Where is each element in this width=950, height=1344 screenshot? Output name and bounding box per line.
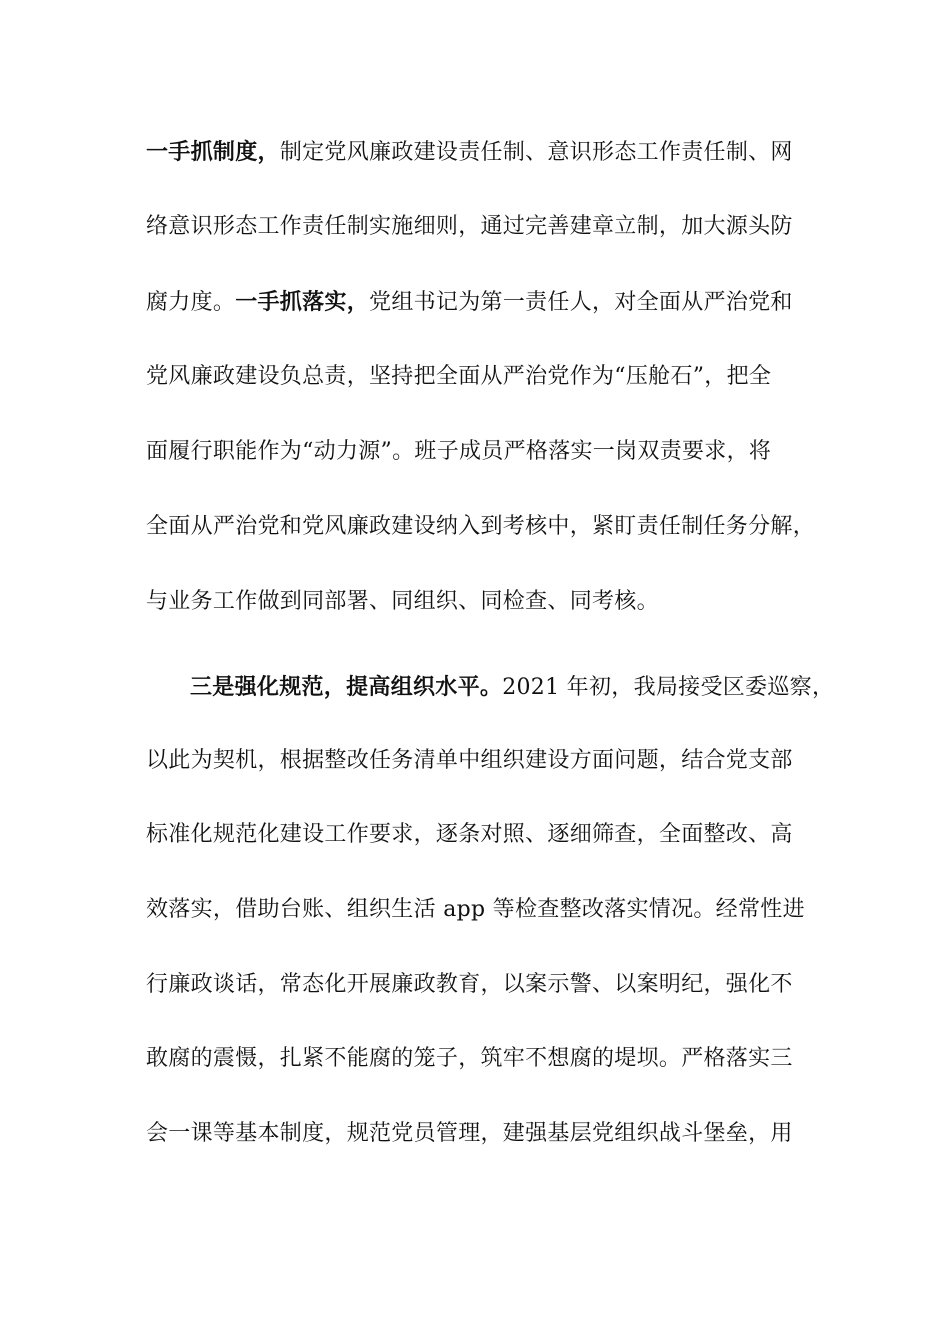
paragraph-line xyxy=(146,965,806,1005)
paragraph-line xyxy=(146,815,806,855)
paragraph-line xyxy=(146,282,806,322)
line-text: 腐力度。 xyxy=(146,290,236,315)
paragraph-line xyxy=(146,132,806,172)
paragraph-line xyxy=(146,507,816,547)
bold-heading: 一手抓制度， xyxy=(146,139,280,165)
bold-heading: 三是强化规范，提高组织水平。 xyxy=(190,674,503,700)
paragraph-line xyxy=(146,582,806,622)
paragraph-line xyxy=(190,667,835,707)
bold-heading: 一手抓落实， xyxy=(235,289,370,315)
line-text: 党组书记为第一责任人，对全面从严治党和 xyxy=(369,290,793,315)
line-text: 会一课等基本制度，规范党员管理，建强基层党组织战斗堡垒，用 xyxy=(146,1121,793,1146)
paragraph-line xyxy=(146,207,806,247)
line-text: 以此为契机，根据整改任务清单中组织建设方面问题，结合党支部 xyxy=(146,748,793,773)
paragraph-line xyxy=(146,1039,806,1079)
line-text: 敢腐的震慑，扎紧不能腐的笼子，筑牢不想腐的堤坝。严格落实三 xyxy=(146,1046,793,1071)
line-text: 标准化规范化建设工作要求，逐条对照、逐细筛查，全面整改、高 xyxy=(146,822,793,847)
line-text: 行廉政谈话，常态化开展廉政教育，以案示警、以案明纪，强化不 xyxy=(146,972,793,997)
line-text: 效落实，借助台账、组织生活 app 等检查整改落实情况。经常性进 xyxy=(146,897,805,922)
line-text: 与业务工作做到同部署、同组织、同检查、同考核。 xyxy=(146,589,659,614)
line-text: 党风廉政建设负总责，坚持把全面从严治党作为“压舱石”，把全 xyxy=(146,364,772,389)
line-text: 全面从严治党和党风廉政建设纳入到考核中，紧盯责任制任务分解， xyxy=(146,514,816,539)
paragraph-line xyxy=(146,890,806,930)
line-text: 2021 年初，我局接受区委巡察， xyxy=(502,675,835,700)
paragraph-line xyxy=(146,357,806,397)
line-text: 络意识形态工作责任制实施细则，通过完善建章立制，加大源头防 xyxy=(146,214,793,239)
paragraph-line xyxy=(146,432,806,472)
line-text: 制定党风廉政建设责任制、意识形态工作责任制、网 xyxy=(279,140,793,165)
paragraph-line xyxy=(146,741,806,781)
line-text: 面履行职能作为“动力源”。班子成员严格落实一岗双责要求，将 xyxy=(146,439,772,464)
paragraph-line xyxy=(146,1114,806,1154)
